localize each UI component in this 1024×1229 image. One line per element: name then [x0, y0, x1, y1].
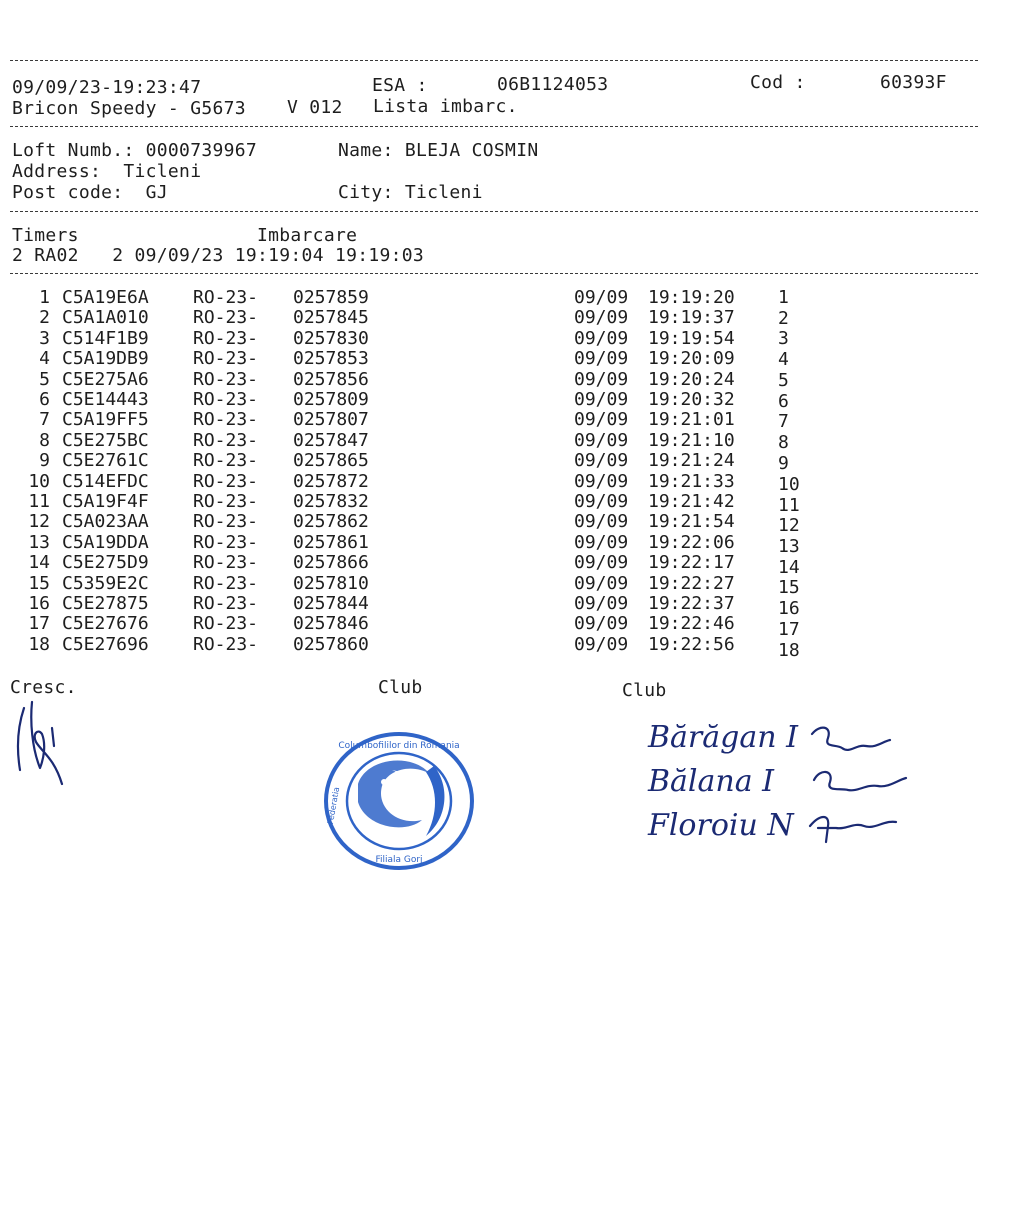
row-chip: C5A19E6A	[62, 287, 149, 308]
row-date: 09/09	[574, 429, 629, 451]
row-ring: 0257866	[293, 552, 369, 574]
list-row	[0, 491, 1024, 516]
loft-postcode: Post code: GJ	[12, 182, 168, 203]
row-time: 19:22:27	[648, 572, 735, 594]
row-chip: C5E2761C	[62, 450, 149, 472]
row-chip: C514F1B9	[62, 327, 149, 349]
row-ring: 0257856	[293, 368, 369, 390]
row-prefix: RO-23-	[193, 531, 259, 553]
row-time: 19:19:54	[648, 327, 735, 349]
row-prefix: RO-23-	[193, 389, 259, 410]
cresc-label: Cresc.	[10, 677, 77, 698]
row-date: 09/09	[574, 470, 629, 492]
list-row	[0, 511, 1024, 537]
row-index: 5	[39, 368, 50, 390]
row-chip: C514EFDC	[62, 470, 149, 492]
row-index: 3	[39, 327, 50, 349]
row-prefix: RO-23-	[193, 368, 259, 390]
stamp-text-left: Federatia	[325, 786, 342, 825]
row-chip: C5E14443	[62, 389, 149, 410]
club-label-1: Club	[378, 677, 423, 698]
row-index: 4	[39, 348, 50, 370]
row-chip: C5E275D9	[62, 552, 149, 574]
firmware-version: V 012	[287, 97, 343, 118]
row-chip: C5E275BC	[62, 429, 149, 451]
stamp-text-top: Columbofililor din Romania	[338, 741, 460, 751]
row-prefix: RO-23-	[193, 572, 259, 594]
row-index: 13	[28, 531, 50, 553]
row-date: 09/09	[574, 633, 629, 655]
row-time: 19:22:56	[648, 633, 735, 655]
row-prefix: RO-23-	[193, 307, 259, 329]
row-date: 09/09	[574, 511, 629, 533]
list-row	[0, 390, 1024, 411]
row-seq: 1	[778, 287, 789, 308]
row-prefix: RO-23-	[193, 491, 259, 512]
row-ring: 0257810	[293, 572, 369, 594]
loft-owner-name: Name: BLEJA COSMIN	[338, 140, 539, 161]
row-seq: 10	[778, 473, 800, 495]
row-seq: 17	[778, 618, 800, 640]
row-prefix: RO-23-	[193, 287, 259, 308]
club-label-2: Club	[622, 680, 667, 701]
row-chip: C5A19FF5	[62, 409, 149, 431]
list-row	[0, 552, 1024, 578]
row-time: 19:19:20	[648, 287, 735, 308]
row-time: 19:21:10	[648, 429, 735, 451]
row-prefix: RO-23-	[193, 552, 259, 574]
loft-address: Address: Ticleni	[12, 161, 202, 182]
row-time: 19:21:01	[648, 409, 735, 431]
row-index: 2	[39, 307, 50, 329]
row-ring: 0257830	[293, 327, 369, 349]
breeder-signature	[10, 698, 80, 790]
list-row	[0, 572, 1024, 599]
loft-city: City: Ticleni	[338, 182, 483, 203]
row-index: 10	[28, 470, 50, 492]
cod-value: 60393F	[880, 72, 947, 93]
row-prefix: RO-23-	[193, 348, 259, 370]
row-time: 19:21:24	[648, 450, 735, 472]
row-seq: 3	[778, 328, 789, 350]
row-date: 09/09	[574, 552, 629, 574]
row-date: 09/09	[574, 613, 629, 635]
row-date: 09/09	[574, 409, 629, 431]
esa-value: 06B1124053	[497, 74, 609, 95]
row-time: 19:21:33	[648, 470, 735, 492]
device-name: Bricon Speedy - G5673	[12, 98, 246, 119]
row-ring: 0257853	[293, 348, 369, 370]
row-ring: 0257862	[293, 511, 369, 533]
handwritten-name-2: Bălana I	[648, 764, 775, 799]
stamp-text-bottom: Filiala Gorj	[375, 855, 423, 865]
row-seq: 2	[778, 307, 789, 329]
row-time: 19:20:09	[648, 348, 735, 370]
row-seq: 9	[778, 452, 789, 474]
row-time: 19:22:37	[648, 593, 735, 614]
row-date: 09/09	[574, 491, 629, 512]
list-title: Lista imbarc.	[373, 96, 518, 117]
cod-label: Cod :	[750, 72, 806, 93]
row-date: 09/09	[574, 531, 629, 553]
list-row	[0, 633, 1024, 661]
row-ring: 0257845	[293, 307, 369, 329]
dashed-rule	[10, 211, 978, 212]
row-prefix: RO-23-	[193, 429, 259, 451]
row-index: 14	[28, 552, 50, 574]
row-time: 19:22:46	[648, 613, 735, 635]
row-index: 17	[28, 613, 50, 635]
row-index: 15	[28, 572, 50, 594]
row-prefix: RO-23-	[193, 327, 259, 349]
esa-label: ESA :	[372, 75, 428, 96]
row-prefix: RO-23-	[193, 613, 259, 635]
row-ring: 0257872	[293, 470, 369, 492]
row-prefix: RO-23-	[193, 511, 259, 533]
list-row	[0, 451, 1024, 472]
row-date: 09/09	[574, 348, 629, 370]
row-chip: C5A19F4F	[62, 491, 149, 512]
row-prefix: RO-23-	[193, 593, 259, 614]
row-index: 7	[39, 409, 50, 431]
row-index: 6	[39, 389, 50, 410]
list-row	[0, 593, 1024, 620]
row-date: 09/09	[574, 389, 629, 410]
row-index: 1	[39, 287, 50, 308]
row-date: 09/09	[574, 593, 629, 614]
row-seq: 14	[778, 556, 800, 578]
row-ring: 0257860	[293, 633, 369, 655]
row-seq: 5	[778, 369, 789, 391]
row-index: 11	[28, 491, 50, 512]
row-time: 19:20:32	[648, 389, 735, 410]
row-time: 19:22:06	[648, 531, 735, 553]
list-row	[0, 531, 1024, 557]
row-ring: 0257809	[293, 389, 369, 410]
header-datetime: 09/09/23-19:23:47	[12, 77, 202, 98]
row-chip: C5E27875	[62, 593, 149, 614]
row-date: 09/09	[574, 287, 629, 308]
row-chip: C5359E2C	[62, 572, 149, 594]
row-seq: 16	[778, 598, 800, 620]
row-chip: C5E27676	[62, 613, 149, 635]
timers-line: 2 RA02 2 09/09/23 19:19:04 19:19:03	[12, 245, 425, 266]
row-date: 09/09	[574, 307, 629, 329]
handwritten-name-3: Floroiu N	[648, 808, 794, 843]
row-ring: 0257846	[293, 613, 369, 635]
row-prefix: RO-23-	[193, 633, 259, 655]
row-ring: 0257865	[293, 450, 369, 472]
row-ring: 0257861	[293, 531, 369, 553]
list-row	[0, 349, 1024, 370]
row-prefix: RO-23-	[193, 409, 259, 431]
row-seq: 13	[778, 535, 800, 557]
row-seq: 18	[778, 639, 800, 661]
row-time: 19:20:24	[648, 368, 735, 390]
row-chip: C5E27696	[62, 633, 149, 655]
row-chip: C5A023AA	[62, 511, 149, 533]
list-row	[0, 329, 1024, 350]
row-seq: 15	[778, 577, 800, 599]
row-date: 09/09	[574, 572, 629, 594]
list-row	[0, 410, 1024, 431]
loft-number: Loft Numb.: 0000739967	[12, 140, 258, 161]
row-ring: 0257847	[293, 429, 369, 451]
list-row	[0, 370, 1024, 391]
dashed-rule	[10, 60, 978, 61]
row-seq: 6	[778, 390, 789, 412]
imbarcare-label: Imbarcare	[257, 225, 358, 246]
row-prefix: RO-23-	[193, 470, 259, 492]
row-index: 12	[28, 511, 50, 533]
list-row	[0, 613, 1024, 640]
row-chip: C5E275A6	[62, 368, 149, 390]
row-seq: 7	[778, 411, 789, 433]
row-seq: 12	[778, 515, 800, 537]
row-ring: 0257832	[293, 491, 369, 512]
row-index: 8	[39, 429, 50, 451]
row-index: 18	[28, 633, 50, 655]
dashed-rule	[10, 126, 978, 127]
row-index: 16	[28, 593, 50, 614]
row-time: 19:19:37	[648, 307, 735, 329]
row-index: 9	[39, 450, 50, 472]
row-seq: 4	[778, 349, 789, 371]
row-chip: C5A19DB9	[62, 348, 149, 370]
row-chip: C5A19DDA	[62, 531, 149, 553]
row-ring: 0257807	[293, 409, 369, 431]
row-date: 09/09	[574, 450, 629, 472]
list-row	[0, 288, 1024, 309]
row-chip: C5A1A010	[62, 307, 149, 329]
row-ring: 0257859	[293, 287, 369, 308]
club-stamp	[322, 730, 476, 872]
club-initials-signatures	[806, 718, 916, 850]
list-row	[0, 472, 1024, 493]
row-seq: 8	[778, 432, 789, 454]
row-time: 19:22:17	[648, 552, 735, 574]
row-seq: 11	[778, 494, 800, 516]
timers-label: Timers	[12, 225, 79, 246]
dashed-rule	[10, 273, 978, 274]
list-row	[0, 431, 1024, 452]
row-time: 19:21:54	[648, 511, 735, 533]
row-ring: 0257844	[293, 593, 369, 614]
handwritten-name-1: Bărăgan I	[648, 720, 798, 755]
list-row	[0, 308, 1024, 329]
row-date: 09/09	[574, 368, 629, 390]
row-date: 09/09	[574, 327, 629, 349]
row-prefix: RO-23-	[193, 450, 259, 472]
row-time: 19:21:42	[648, 491, 735, 512]
